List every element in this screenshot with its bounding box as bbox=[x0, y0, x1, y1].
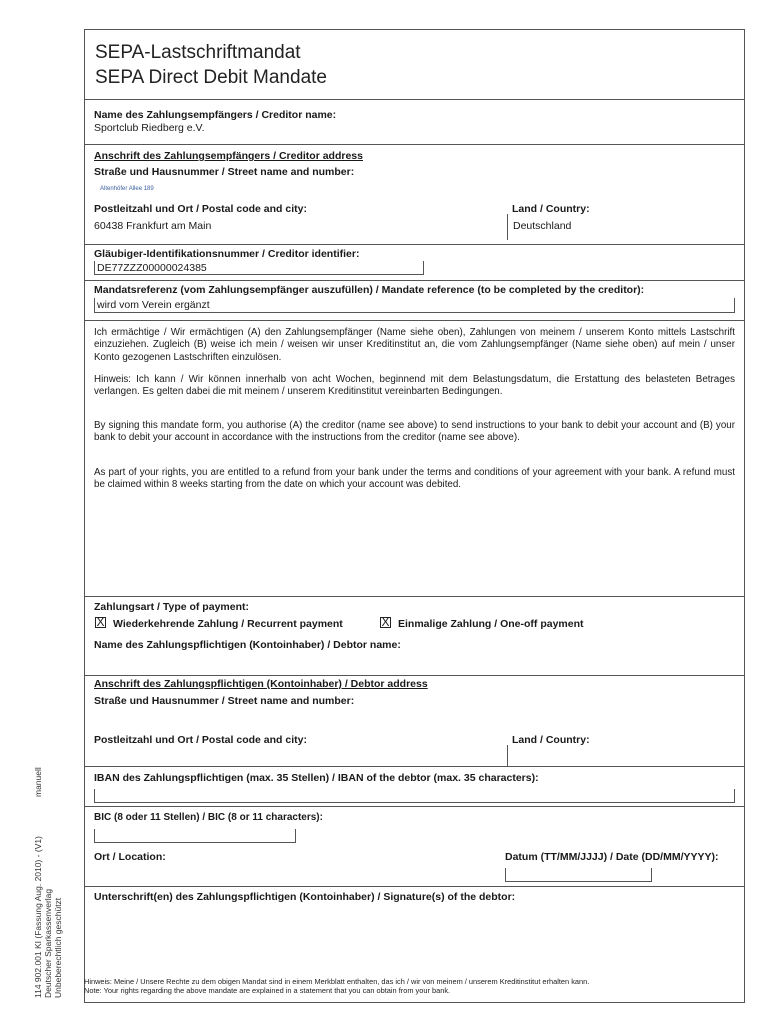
bic-field-right bbox=[295, 829, 296, 843]
mandate-text-english: By signing this mandate form, you authorise (A) the creditor (name see above) to send instructions to your bank to debit your account and (B) your bank to debit your account in accordance with the instructions from the creditor (name see above). bbox=[94, 420, 735, 444]
identifier-field-right bbox=[423, 261, 424, 275]
creditor-identifier-label: Gläubiger-Identifikationsnummer / Creditor identifier: bbox=[94, 248, 360, 260]
recurrent-payment-label: Wiederkehrende Zahlung / Recurrent payment bbox=[113, 618, 343, 630]
debtor-country-label: Land / Country: bbox=[512, 734, 590, 746]
refund-note-german: Hinweis: Ich kann / Wir können innerhalb von acht Wochen, beginnend mit dem Belastungsdatum, die Erstattung des belasteten Betrages verlangen. Es gelten dabei die mit meinem / unserem Kreditinstitut vereinbarten Bedingungen. bbox=[94, 374, 735, 398]
debtor-address-heading: Anschrift des Zahlungspflichtigen (Kontoinhaber) / Debtor address bbox=[94, 678, 428, 690]
debtor-country-divider bbox=[507, 745, 508, 766]
bic-field-bottom bbox=[94, 842, 296, 843]
debtor-name-section bbox=[85, 636, 744, 676]
one-off-payment-checkbox[interactable]: X bbox=[381, 615, 390, 629]
debtor-bic-label: BIC (8 oder 11 Stellen) / BIC (8 or 11 characters): bbox=[94, 812, 323, 823]
creditor-postal-value: 60438 Frankfurt am Main bbox=[94, 220, 212, 232]
footer-note-german: Hinweis: Meine / Unsere Rechte zu dem obigen Mandat sind in einem Merkblatt enthalten, das ich / wir von meinem / unserem Kreditinstitut erhalten kann. bbox=[84, 977, 590, 986]
debtor-name-label: Name des Zahlungspflichtigen (Kontoinhaber) / Debtor name: bbox=[94, 639, 401, 651]
creditor-postal-label: Postleitzahl und Ort / Postal code and city: bbox=[94, 203, 307, 215]
location-date-section bbox=[85, 846, 744, 887]
footer-note bbox=[84, 977, 589, 995]
debtor-bic-section bbox=[85, 806, 744, 846]
bic-field-left bbox=[94, 829, 95, 843]
reference-field-left bbox=[94, 298, 95, 313]
payment-type-label: Zahlungsart / Type of payment: bbox=[94, 601, 249, 613]
mandate-reference-value: wird vom Verein ergänzt bbox=[97, 299, 210, 311]
creditor-street-value: Altenhöfer Allee 189 bbox=[100, 186, 154, 192]
debtor-address-section bbox=[85, 675, 744, 767]
reference-field-right bbox=[734, 298, 735, 313]
signature-label: Unterschrift(en) des Zahlungspflichtigen (Kontoinhaber) / Signature(s) of the debtor: bbox=[94, 891, 516, 903]
side-form-number: 114 902.001 KI (Fassung Aug. 2010) - (V1) bbox=[33, 836, 43, 998]
location-label: Ort / Location: bbox=[94, 851, 166, 863]
payment-type-section bbox=[85, 596, 744, 636]
debtor-iban-label: IBAN des Zahlungspflichtigen (max. 35 Stellen) / IBAN of the debtor (max. 35 characters): bbox=[94, 772, 539, 784]
identifier-field-bottom bbox=[94, 274, 424, 275]
refund-note-english: As part of your rights, you are entitled to a refund from your bank under the terms and conditions of your agreement with your bank. A refund must be claimed within 8 weeks starting from the date on which your account was debited. bbox=[94, 467, 735, 491]
form-title-english: SEPA Direct Debit Mandate bbox=[95, 67, 327, 88]
mandate-reference-label: Mandatsreferenz (vom Zahlungsempfänger auszufüllen) / Mandate reference (to be completed by the creditor): bbox=[94, 284, 645, 296]
creditor-name-label: Name des Zahlungsempfängers / Creditor name: bbox=[94, 109, 337, 121]
mandate-reference-section bbox=[85, 280, 744, 321]
date-field-bottom bbox=[505, 881, 652, 882]
creditor-address-heading: Anschrift des Zahlungsempfängers / Creditor address bbox=[94, 150, 363, 162]
side-publisher: Deutscher Sparkassenverlag bbox=[43, 888, 53, 998]
iban-field-bottom bbox=[94, 802, 735, 803]
signature-section bbox=[85, 886, 744, 971]
mandate-text-german: Ich ermächtige / Wir ermächtigen (A) den Zahlungsempfänger (Name siehe oben), Zahlungen von meinem / unserem Konto mittels Lastschrift einzuziehen. Zugleich (B) weise ich mein / weisen wir unser Kreditinstitut an, die vom Zahlungsempfänger (Name siehe oben) auf mein / unser Konto gezogenen Lastschriften einzulösen. bbox=[94, 327, 735, 363]
recurrent-payment-checkbox[interactable]: X bbox=[96, 615, 105, 629]
date-label: Datum (TT/MM/JJJJ) / Date (DD/MM/YYYY): bbox=[505, 851, 719, 863]
identifier-field-left bbox=[94, 261, 95, 275]
form-title-german: SEPA-Lastschriftmandat bbox=[95, 42, 301, 63]
debtor-street-label: Straße und Hausnummer / Street name and number: bbox=[94, 695, 355, 707]
creditor-country-divider bbox=[507, 214, 508, 240]
creditor-name-value: Sportclub Riedberg e.V. bbox=[94, 122, 205, 134]
title-box bbox=[85, 30, 744, 100]
creditor-identifier-value: DE77ZZZ00000024385 bbox=[97, 262, 207, 274]
creditor-country-label: Land / Country: bbox=[512, 203, 590, 215]
mandate-text-section bbox=[85, 320, 744, 597]
creditor-country-value: Deutschland bbox=[513, 220, 572, 232]
one-off-payment-label: Einmalige Zahlung / One-off payment bbox=[398, 618, 584, 630]
creditor-address-section bbox=[85, 144, 744, 245]
iban-field-right bbox=[734, 789, 735, 803]
reference-field-bottom bbox=[94, 312, 735, 313]
date-field-left bbox=[505, 868, 506, 882]
side-manual-label: manuell bbox=[33, 767, 43, 797]
footer-note-english: Note: Your rights regarding the above mandate are explained in a statement that you can obtain from your bank. bbox=[84, 986, 451, 995]
creditor-street-label: Straße und Hausnummer / Street name and number: bbox=[94, 166, 355, 178]
iban-field-left bbox=[94, 789, 95, 803]
creditor-identifier-section bbox=[85, 244, 744, 281]
creditor-name-section bbox=[85, 99, 744, 145]
debtor-iban-section bbox=[85, 766, 744, 807]
sepa-mandate-form bbox=[84, 29, 745, 1003]
side-copyright: Unbeberechtlich geschützt bbox=[53, 897, 63, 998]
debtor-postal-label: Postleitzahl und Ort / Postal code and city: bbox=[94, 734, 307, 746]
date-field-right bbox=[651, 868, 652, 882]
